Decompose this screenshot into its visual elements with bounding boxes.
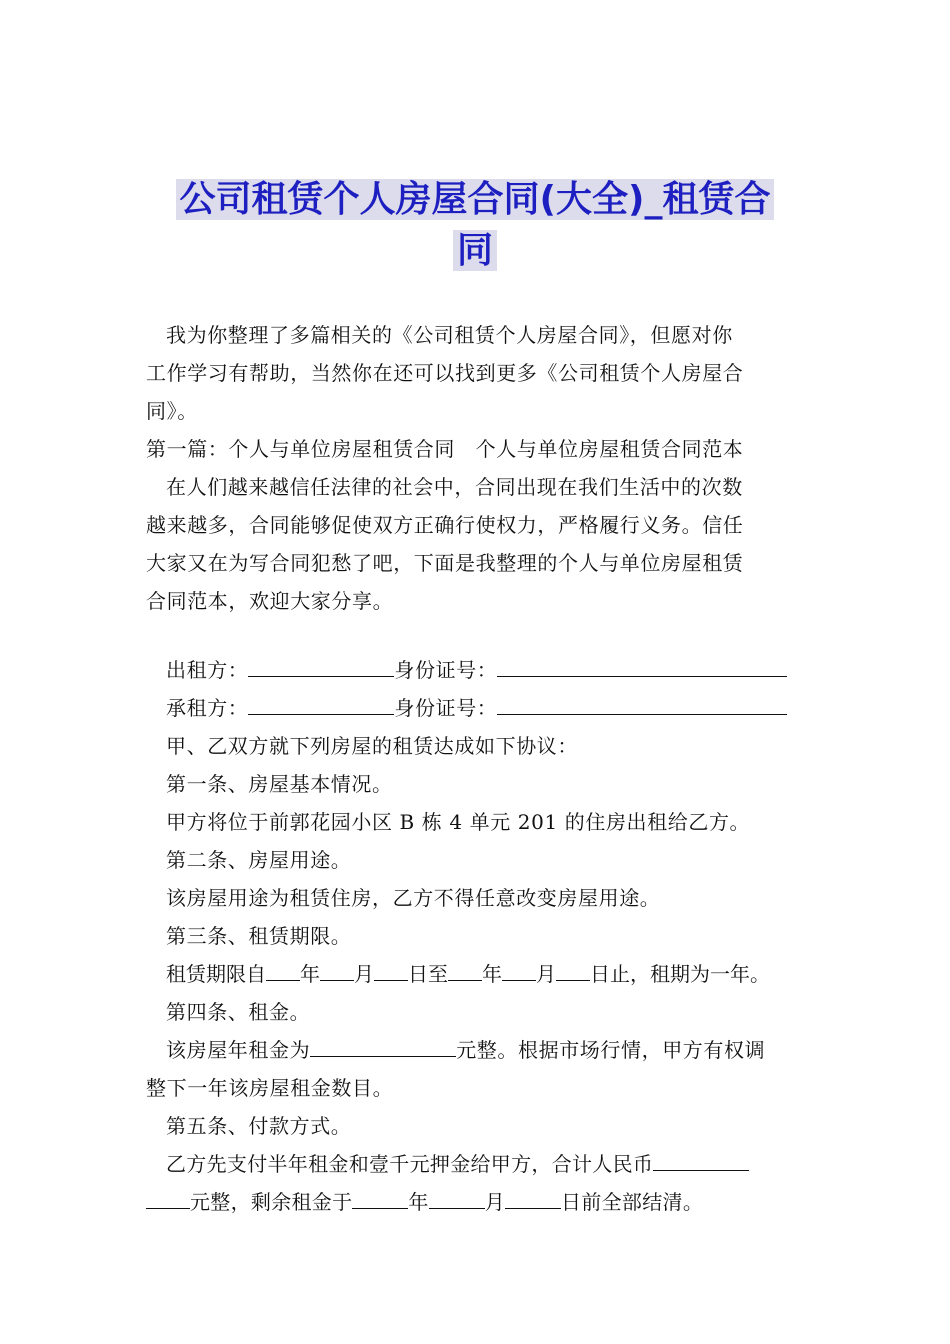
start-month-label: 月 [354,962,374,986]
article-2-text: 该房屋用途为租赁住房，乙方不得任意改变房屋用途。 [166,886,661,910]
section-line-3: 大家又在为写合同犯愁了吧，下面是我整理的个人与单位房屋租赁 [146,551,744,575]
intro-line-2: 工作学习有帮助，当然你在还可以找到更多《公司租赁个人房屋合 [146,361,744,385]
article-1-text: 甲方将位于前郭花园小区 B 栋 4 单元 201 的住房出租给乙方。 [166,810,751,834]
pay-suffix: 日前全部结清。 [561,1190,704,1214]
pay-year-label: 年 [408,1190,429,1214]
article-5-line-2 [146,1183,811,1221]
lessee-row [166,689,831,727]
annual-rent-blank[interactable] [310,1034,456,1057]
document-title-line-2 [0,229,950,273]
section-heading: 第一篇：个人与单位房屋租赁合同 个人与单位房屋租赁合同范本 [146,437,744,461]
intro-line-3: 同》。 [146,399,198,423]
document-title-line-1 [0,178,950,222]
lessee-label: 承租方： [166,696,249,720]
title-text-1: 公司租赁个人房屋合同(大全)_租赁合 [176,179,775,220]
end-month-blank[interactable] [502,958,536,981]
end-year-blank[interactable] [448,958,482,981]
term-prefix: 租赁期限自 [166,962,266,986]
day-to-label: 日至 [408,962,448,986]
lessee-id-label: 身份证号： [394,696,498,720]
article-5-title: 第五条、付款方式。 [166,1114,352,1138]
lessor-id-label: 身份证号： [394,658,498,682]
rent-prefix: 该房屋年租金为 [166,1038,311,1062]
pay-year-blank[interactable] [352,1186,408,1209]
rent-suffix: 元整。根据市场行情，甲方有权调 [456,1038,766,1062]
total-amount-blank-cont[interactable] [146,1186,190,1209]
end-day-blank[interactable] [556,958,590,981]
lessor-id-blank[interactable] [497,654,787,677]
start-year-blank[interactable] [266,958,300,981]
lessor-row [166,651,831,689]
start-day-blank[interactable] [374,958,408,981]
start-year-label: 年 [300,962,320,986]
end-year-label: 年 [482,962,502,986]
title-text-2: 同 [453,230,497,271]
lessor-name-blank[interactable] [248,654,394,677]
pay-day-blank[interactable] [505,1186,561,1209]
article-5-line-1 [166,1145,831,1183]
agreement-line: 甲、乙双方就下列房屋的租赁达成如下协议： [166,734,578,758]
payment-text: 乙方先支付半年租金和壹千元押金给甲方，合计人民币 [166,1152,654,1176]
intro-line-1: 我为你整理了多篇相关的《公司租赁个人房屋合同》，但愿对你 [166,323,733,347]
article-4-title: 第四条、租金。 [166,1000,311,1024]
article-4-line-2: 整下一年该房屋租金数目。 [146,1076,394,1100]
end-month-label: 月 [536,962,556,986]
section-line-4: 合同范本，欢迎大家分享。 [146,589,394,613]
article-2-title: 第二条、房屋用途。 [166,848,352,872]
section-line-1: 在人们越来越信任法律的社会中，合同出现在我们生活中的次数 [166,475,743,499]
pay-month-blank[interactable] [429,1186,485,1209]
lessor-label: 出租方： [166,658,249,682]
article-3-title: 第三条、租赁期限。 [166,924,352,948]
lessee-id-blank[interactable] [497,692,787,715]
start-month-blank[interactable] [320,958,354,981]
lessee-name-blank[interactable] [248,692,394,715]
total-amount-blank[interactable] [653,1148,749,1171]
term-suffix: 日止，租期为一年。 [590,962,770,986]
article-4-text [166,1031,831,1069]
yuan-remaining: 元整，剩余租金于 [190,1190,353,1214]
article-1-title: 第一条、房屋基本情况。 [166,772,393,796]
section-line-2: 越来越多，合同能够促使双方正确行使权力，严格履行义务。信任 [146,513,744,537]
article-3-text [166,955,831,993]
pay-month-label: 月 [484,1190,506,1214]
